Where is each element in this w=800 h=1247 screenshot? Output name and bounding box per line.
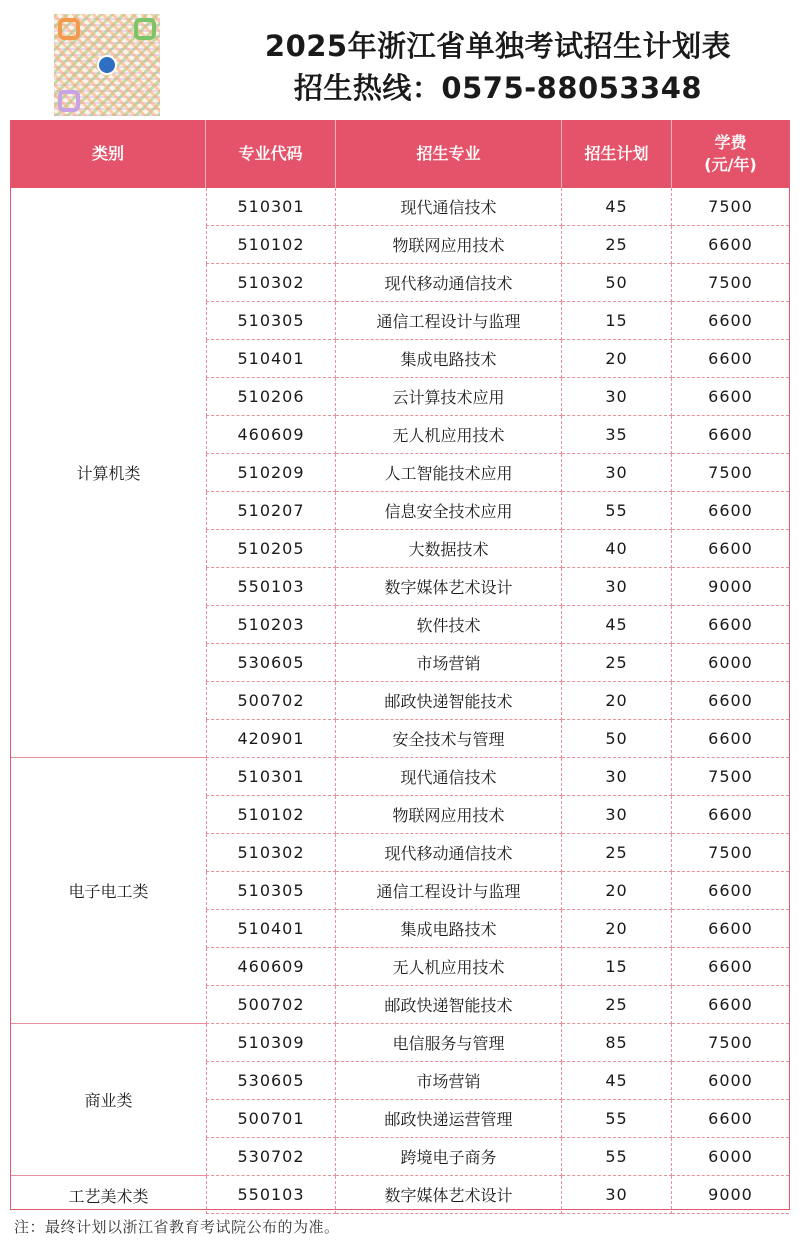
tuition-cell: 7500 xyxy=(672,264,789,302)
major-code-cell: 530605 xyxy=(206,1062,336,1100)
plan-count-cell: 25 xyxy=(562,834,672,872)
tuition-cell: 7500 xyxy=(672,758,789,796)
major-code-cell: 510401 xyxy=(206,340,336,378)
qr-finder-icon xyxy=(58,18,80,40)
major-name-cell: 集成电路技术 xyxy=(336,910,562,948)
major-code-cell: 460609 xyxy=(206,948,336,986)
table-row xyxy=(206,834,789,872)
plan-count-cell: 25 xyxy=(562,226,672,264)
table-header xyxy=(11,120,789,188)
plan-count-cell: 20 xyxy=(562,910,672,948)
major-name-cell: 物联网应用技术 xyxy=(336,226,562,264)
table-row xyxy=(206,1176,789,1214)
table-row xyxy=(206,796,789,834)
tuition-cell: 6600 xyxy=(672,872,789,910)
tuition-cell: 6600 xyxy=(672,796,789,834)
major-name-cell: 电信服务与管理 xyxy=(336,1024,562,1062)
major-code-cell: 420901 xyxy=(206,720,336,758)
major-name-cell: 现代通信技术 xyxy=(336,758,562,796)
category-cell: 商业类 xyxy=(11,1024,206,1176)
table-row xyxy=(206,606,789,644)
table-row xyxy=(206,340,789,378)
table-row xyxy=(206,302,789,340)
major-code-cell: 510305 xyxy=(206,872,336,910)
plan-count-cell: 15 xyxy=(562,948,672,986)
tuition-cell: 6600 xyxy=(672,1100,789,1138)
major-code-cell: 510401 xyxy=(206,910,336,948)
table-row xyxy=(206,872,789,910)
major-name-cell: 现代移动通信技术 xyxy=(336,834,562,872)
tuition-cell: 6600 xyxy=(672,986,789,1024)
table-row xyxy=(206,986,789,1024)
plan-count-cell: 35 xyxy=(562,416,672,454)
table-row xyxy=(206,644,789,682)
major-code-cell: 510302 xyxy=(206,264,336,302)
tuition-cell: 6600 xyxy=(672,948,789,986)
plan-count-cell: 30 xyxy=(562,1176,672,1214)
page-title: 2025年浙江省单独考试招生计划表 xyxy=(264,29,732,63)
major-name-cell: 信息安全技术应用 xyxy=(336,492,562,530)
major-name-cell: 软件技术 xyxy=(336,606,562,644)
header-code: 专业代码 xyxy=(206,120,336,188)
major-name-cell: 现代移动通信技术 xyxy=(336,264,562,302)
major-code-cell: 500702 xyxy=(206,682,336,720)
major-name-cell: 集成电路技术 xyxy=(336,340,562,378)
major-code-cell: 510102 xyxy=(206,226,336,264)
major-name-cell: 邮政快递智能技术 xyxy=(336,682,562,720)
table-row xyxy=(206,1062,789,1100)
header-plan: 招生计划 xyxy=(562,120,672,188)
major-code-cell: 510309 xyxy=(206,1024,336,1062)
tuition-cell: 6600 xyxy=(672,226,789,264)
table-row xyxy=(206,1024,789,1062)
major-name-cell: 通信工程设计与监理 xyxy=(336,302,562,340)
major-code-cell: 510209 xyxy=(206,454,336,492)
major-code-cell: 460609 xyxy=(206,416,336,454)
table-row xyxy=(206,188,789,226)
major-name-cell: 人工智能技术应用 xyxy=(336,454,562,492)
hotline-text: 招生热线：0575-88053348 xyxy=(293,71,703,105)
major-name-cell: 大数据技术 xyxy=(336,530,562,568)
major-name-cell: 数字媒体艺术设计 xyxy=(336,568,562,606)
major-code-cell: 510305 xyxy=(206,302,336,340)
major-name-cell: 无人机应用技术 xyxy=(336,948,562,986)
table-row xyxy=(206,416,789,454)
plan-count-cell: 40 xyxy=(562,530,672,568)
header-major: 招生专业 xyxy=(336,120,562,188)
plan-count-cell: 45 xyxy=(562,188,672,226)
table-row xyxy=(206,758,789,796)
major-name-cell: 物联网应用技术 xyxy=(336,796,562,834)
tuition-cell: 6600 xyxy=(672,340,789,378)
tuition-cell: 6600 xyxy=(672,682,789,720)
header-fee: 学费 (元/年) xyxy=(704,133,757,174)
tuition-cell: 6000 xyxy=(672,1062,789,1100)
major-name-cell: 云计算技术应用 xyxy=(336,378,562,416)
category-cell: 工艺美术类 xyxy=(68,1186,149,1206)
table-row xyxy=(206,682,789,720)
header-category: 类别 xyxy=(11,120,206,188)
plan-count-cell: 20 xyxy=(562,340,672,378)
table-row xyxy=(206,910,789,948)
footnote: 注：最终计划以浙江省教育考试院公布的为准。 xyxy=(14,1218,340,1236)
major-code-cell: 500701 xyxy=(206,1100,336,1138)
table-row xyxy=(206,454,789,492)
enrollment-table xyxy=(10,120,790,1210)
table-row xyxy=(206,720,789,758)
tuition-cell: 6000 xyxy=(672,644,789,682)
plan-count-cell: 25 xyxy=(562,986,672,1024)
major-name-cell: 无人机应用技术 xyxy=(336,416,562,454)
table-row xyxy=(206,226,789,264)
major-name-cell: 邮政快递运营管理 xyxy=(336,1100,562,1138)
tuition-cell: 6000 xyxy=(672,1138,789,1176)
tuition-cell: 6600 xyxy=(672,530,789,568)
table-row xyxy=(206,530,789,568)
major-code-cell: 530605 xyxy=(206,644,336,682)
plan-count-cell: 20 xyxy=(562,872,672,910)
major-name-cell: 安全技术与管理 xyxy=(336,720,562,758)
plan-count-cell: 55 xyxy=(562,492,672,530)
category-cell: 计算机类 xyxy=(11,188,206,758)
tuition-cell: 7500 xyxy=(672,1024,789,1062)
major-name-cell: 市场营销 xyxy=(336,1062,562,1100)
table-row xyxy=(206,378,789,416)
major-code-cell: 550103 xyxy=(206,1176,336,1214)
school-logo-icon xyxy=(97,55,117,75)
major-code-cell: 510301 xyxy=(206,758,336,796)
tuition-cell: 7500 xyxy=(672,188,789,226)
major-name-cell: 跨境电子商务 xyxy=(336,1138,562,1176)
table-row xyxy=(206,492,789,530)
major-code-cell: 550103 xyxy=(206,568,336,606)
major-name-cell: 数字媒体艺术设计 xyxy=(336,1176,562,1214)
table-row xyxy=(206,568,789,606)
major-name-cell: 现代通信技术 xyxy=(336,188,562,226)
tuition-cell: 6600 xyxy=(672,416,789,454)
plan-count-cell: 55 xyxy=(562,1100,672,1138)
tuition-cell: 6600 xyxy=(672,606,789,644)
plan-count-cell: 50 xyxy=(562,720,672,758)
plan-count-cell: 45 xyxy=(562,1062,672,1100)
major-code-cell: 510205 xyxy=(206,530,336,568)
table-row xyxy=(206,1100,789,1138)
tuition-cell: 6600 xyxy=(672,910,789,948)
plan-count-cell: 20 xyxy=(562,682,672,720)
tuition-cell: 6600 xyxy=(672,720,789,758)
plan-count-cell: 30 xyxy=(562,796,672,834)
tuition-cell: 6600 xyxy=(672,378,789,416)
plan-count-cell: 25 xyxy=(562,644,672,682)
major-name-cell: 邮政快递智能技术 xyxy=(336,986,562,1024)
major-code-cell: 510203 xyxy=(206,606,336,644)
major-name-cell: 通信工程设计与监理 xyxy=(336,872,562,910)
category-cell: 电子电工类 xyxy=(11,758,206,1024)
tuition-cell: 9000 xyxy=(672,1176,789,1214)
tuition-cell: 7500 xyxy=(672,454,789,492)
plan-count-cell: 55 xyxy=(562,1138,672,1176)
major-code-cell: 530702 xyxy=(206,1138,336,1176)
tuition-cell: 6600 xyxy=(672,492,789,530)
qr-finder-icon xyxy=(134,18,156,40)
qr-code-icon xyxy=(54,14,160,116)
plan-count-cell: 85 xyxy=(562,1024,672,1062)
tuition-cell: 7500 xyxy=(672,834,789,872)
major-name-cell: 市场营销 xyxy=(336,644,562,682)
plan-count-cell: 30 xyxy=(562,378,672,416)
major-code-cell: 510207 xyxy=(206,492,336,530)
table-row xyxy=(206,1138,789,1176)
major-code-cell: 500702 xyxy=(206,986,336,1024)
tuition-cell: 6600 xyxy=(672,302,789,340)
qr-finder-icon xyxy=(58,90,80,112)
table-row xyxy=(206,948,789,986)
plan-count-cell: 30 xyxy=(562,758,672,796)
table-row xyxy=(206,264,789,302)
major-code-cell: 510206 xyxy=(206,378,336,416)
plan-count-cell: 15 xyxy=(562,302,672,340)
plan-count-cell: 30 xyxy=(562,454,672,492)
major-code-cell: 510302 xyxy=(206,834,336,872)
tuition-cell: 9000 xyxy=(672,568,789,606)
major-code-cell: 510102 xyxy=(206,796,336,834)
plan-count-cell: 50 xyxy=(562,264,672,302)
plan-count-cell: 45 xyxy=(562,606,672,644)
plan-count-cell: 30 xyxy=(562,568,672,606)
major-code-cell: 510301 xyxy=(206,188,336,226)
